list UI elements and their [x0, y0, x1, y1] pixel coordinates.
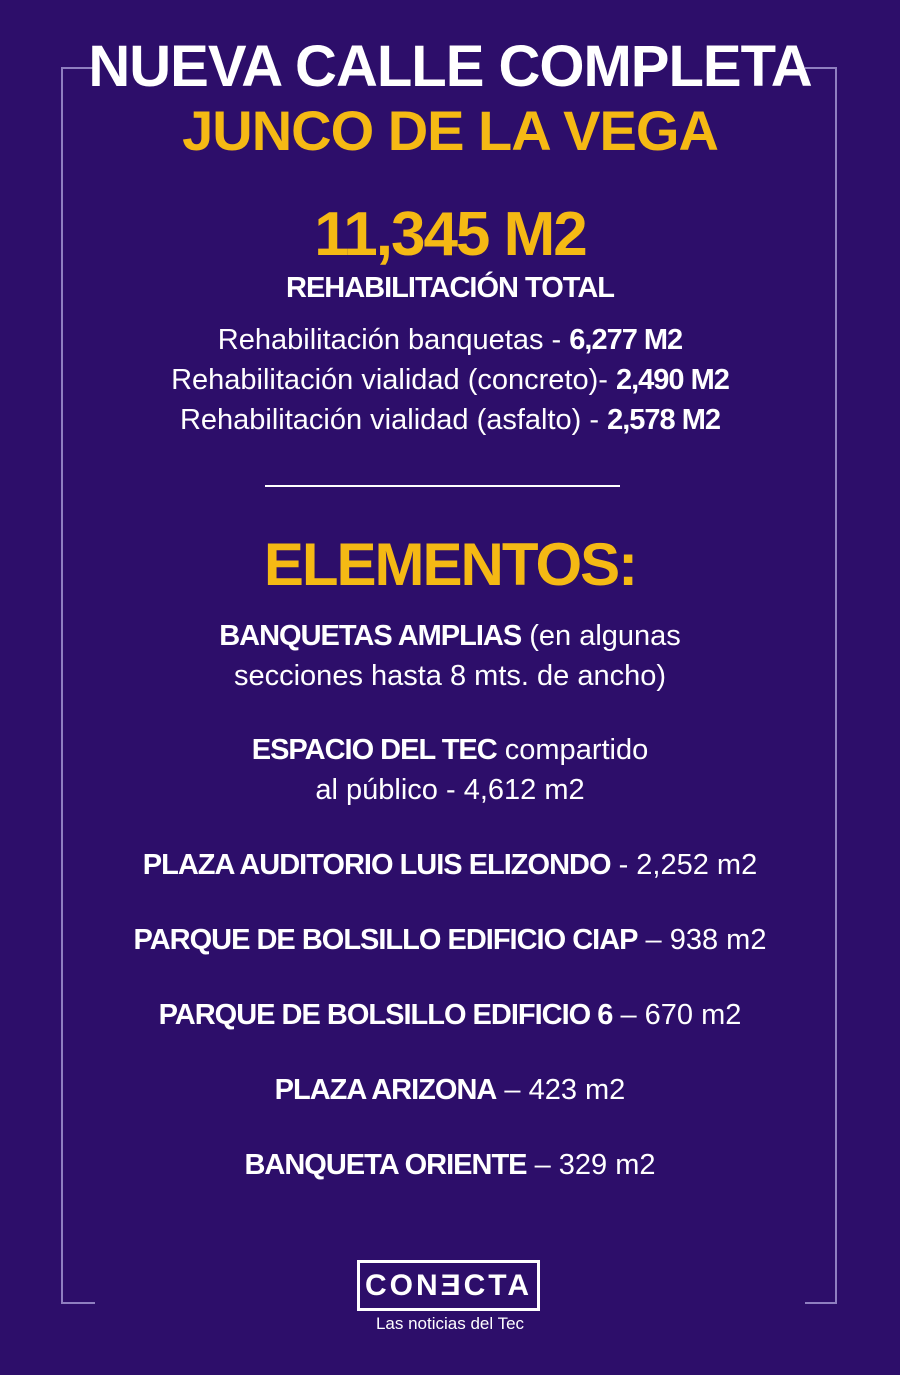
summary-line-value: 2,578 M2: [607, 404, 721, 436]
element-name: PARQUE DE BOLSILLO EDIFICIO 6: [158, 999, 613, 1031]
element-item: [0, 616, 900, 696]
element-detail: (en algunas: [521, 620, 681, 652]
total-label: REHABILITACIÓN TOTAL: [286, 272, 614, 304]
summary-line-value: 6,277 M2: [569, 324, 683, 356]
conecta-logo: CONƎCTA: [357, 1260, 540, 1311]
element-item: [0, 730, 900, 810]
element-name: PLAZA AUDITORIO LUIS ELIZONDO: [142, 849, 611, 881]
summary-line: [0, 360, 900, 400]
element-detail: – 329 m2: [526, 1149, 656, 1181]
element-detail-cont: secciones hasta 8 mts. de ancho): [233, 660, 666, 692]
summary-line-label: Rehabilitación vialidad (concreto)-: [171, 364, 616, 396]
element-name: ESPACIO DEL TEC: [251, 734, 497, 766]
summary-line: [0, 320, 900, 360]
title-line-2: JUNCO DE LA VEGA: [182, 99, 718, 162]
element-detail: – 670 m2: [612, 999, 742, 1031]
summary-line: [0, 400, 900, 440]
element-detail-cont: al público - 4,612 m2: [315, 774, 585, 806]
element-name: BANQUETAS AMPLIAS: [219, 620, 522, 652]
element-detail: – 423 m2: [496, 1074, 626, 1106]
element-name: PLAZA ARIZONA: [274, 1074, 497, 1106]
title-line-1: NUEVA CALLE COMPLETA: [88, 34, 812, 99]
element-name: BANQUETA ORIENTE: [244, 1149, 527, 1181]
summary-line-label: Rehabilitación vialidad (asfalto) -: [179, 404, 608, 436]
element-item: [0, 995, 900, 1035]
divider: [265, 485, 620, 487]
logo-tagline: Las noticias del Tec: [375, 1314, 525, 1333]
element-detail: - 2,252 m2: [610, 849, 758, 881]
summary-line-value: 2,490 M2: [615, 364, 729, 396]
element-item: [0, 920, 900, 960]
element-name: PARQUE DE BOLSILLO EDIFICIO CIAP: [133, 924, 638, 956]
total-area: 11,345 M2: [314, 200, 586, 269]
element-item: [0, 1070, 900, 1110]
element-detail: – 938 m2: [637, 924, 767, 956]
elements-title: ELEMENTOS:: [263, 531, 637, 598]
element-detail: compartido: [496, 734, 649, 766]
element-item: [0, 1145, 900, 1185]
element-item: [0, 845, 900, 885]
summary-line-label: Rehabilitación banquetas -: [217, 324, 570, 356]
